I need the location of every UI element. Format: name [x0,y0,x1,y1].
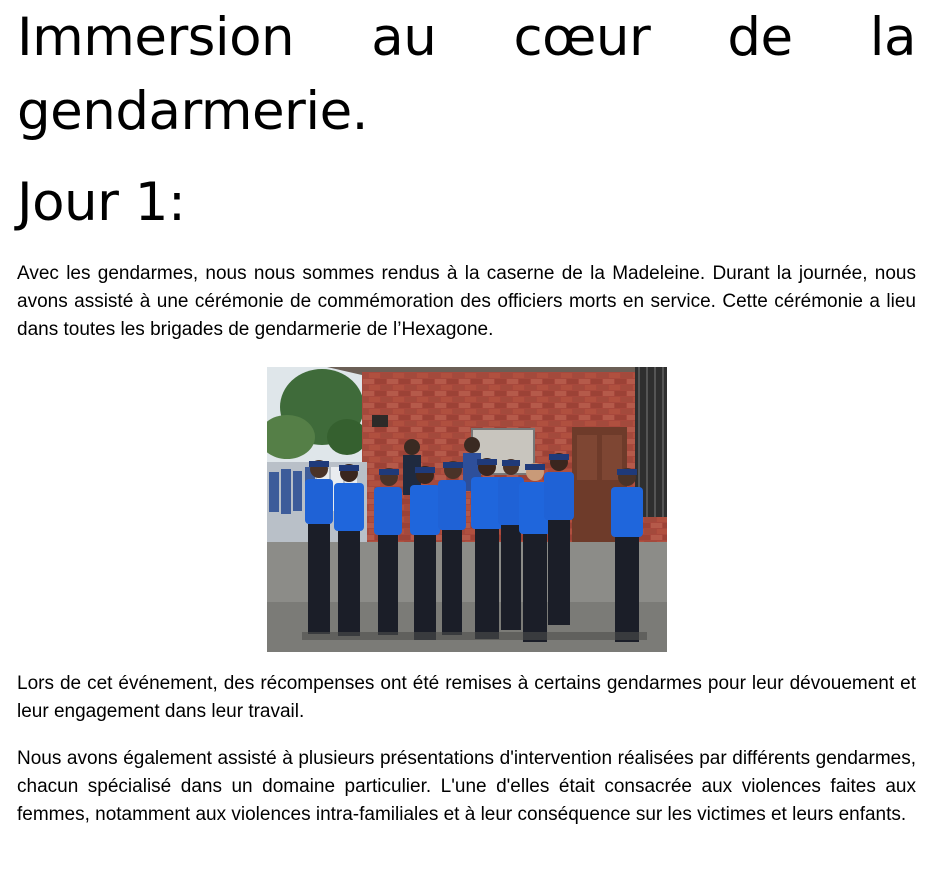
article-subtitle: Jour 1: [17,172,186,233]
group-photo [267,367,667,652]
paragraph-intro: Avec les gendarmes, nous nous sommes rendus à la caserne de la Madeleine. Durant la journée, nous avons assisté à une cérémonie de commémoration des officiers morts en service. Cette cérémonie a lieu dans toutes les brigades de gendarmerie de l’Hexagone. [17,263,916,340]
article [17,0,916,829]
article-title: Immersion au cœur de la gendarmerie. [17,7,916,142]
paragraph-awards: Lors de cet événement, des récompenses ont été remises à certains gendarmes pour leur dévouement et leur engagement dans leur travail. [17,673,916,722]
paragraph-presentations: Nous avons également assisté à plusieurs présentations d'intervention réalisées par différents gendarmes, chacun spécialisé dans un domaine particulier. L'une d'elles était consacrée aux violences faites aux femmes, notamment aux violences intra-familiales et à leur conséquence sur les victimes et leurs enfants. [17,748,916,825]
photo-container [17,367,916,652]
